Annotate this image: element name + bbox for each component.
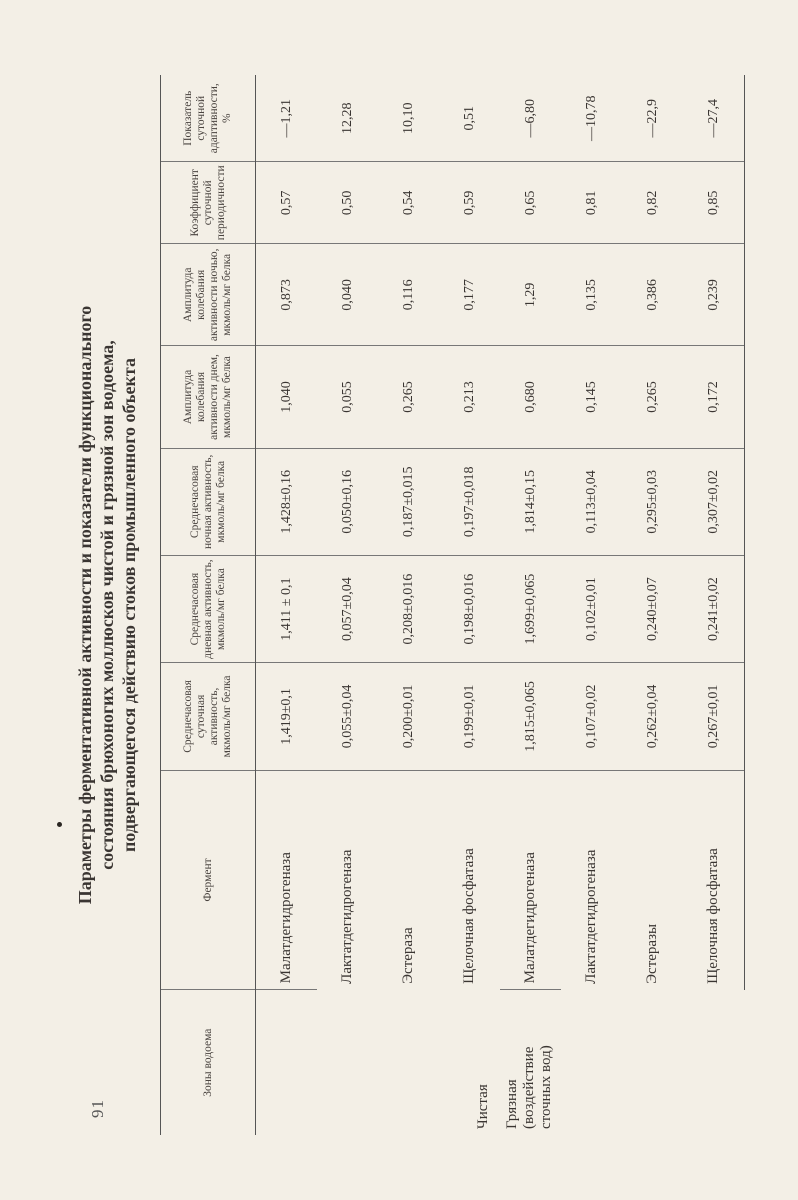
day-cell: 0,102±0,01 — [561, 555, 622, 662]
enzyme-cell: Малатдегидрогеназа — [256, 770, 318, 990]
amp-day-cell: 1,040 — [256, 346, 318, 448]
header-amplitude-night: Амплитуда колебания активности ночью, мкмоль/мг белка — [161, 244, 256, 346]
enzyme-cell: Лактатдегидрогеназа — [339, 849, 355, 984]
header-night-activity: Среднечасовая ночная активность, мкмоль/мг белка — [161, 448, 256, 555]
table-row — [317, 75, 378, 1135]
enzyme-cell: Щелочная фосфатаза — [683, 770, 745, 990]
day-cell: 1,699±0,065 — [500, 555, 561, 662]
amp-day-cell: 0,265 — [622, 346, 683, 448]
enzyme-cell: Эстеразы — [644, 923, 660, 984]
adapt-cell: —6,80 — [500, 75, 561, 162]
header-day-activity: Среднечасовая дневная активность, мкмоль/мг белка — [161, 555, 256, 662]
enzyme-cell: Эстераза — [400, 927, 416, 984]
daily-cell: 1,419±0,1 — [256, 663, 318, 770]
adapt-cell: —1,21 — [256, 75, 318, 162]
amp-night-cell: 0,177 — [439, 244, 500, 346]
daily-cell: 0,267±0,01 — [683, 663, 745, 770]
night-cell: 0,307±0,02 — [683, 448, 745, 555]
zone-polluted: Грязная (воздействие сточных вод) — [504, 1045, 554, 1129]
night-cell: 0,197±0,018 — [439, 448, 500, 555]
day-cell: 1,411 ± 0,1 — [256, 555, 318, 662]
table-header-row — [161, 75, 256, 1135]
enzyme-table — [160, 75, 745, 1135]
header-periodicity-coef: Коэффициент суточной периодичности — [161, 162, 256, 244]
adapt-cell: 0,51 — [439, 75, 500, 162]
day-cell: 0,240±0,07 — [622, 555, 683, 662]
table-row — [439, 75, 500, 1135]
enzyme-cell: Лактатдегидрогеназа — [583, 849, 599, 984]
night-cell: 1,428±0,16 — [256, 448, 318, 555]
header-daily-activity: Среднечасовая суточная активность, мкмоль/мг белка — [161, 663, 256, 770]
daily-cell: 0,055±0,04 — [317, 663, 378, 770]
amp-night-cell: 0,116 — [378, 244, 439, 346]
rotated-page-content — [60, 75, 721, 1135]
amp-day-cell: 0,172 — [683, 346, 745, 448]
enzyme-cell: Щелочная фосфатаза — [461, 848, 477, 984]
amp-day-cell: 0,145 — [561, 346, 622, 448]
amp-day-cell: 0,213 — [439, 346, 500, 448]
night-cell: 1,814±0,15 — [500, 448, 561, 555]
page-number: 91 — [88, 1099, 107, 1118]
header-amplitude-day: Амплитуда колебания активности днем, мкмоль/мг белка — [161, 346, 256, 448]
amp-night-cell: 0,040 — [317, 244, 378, 346]
coef-cell: 0,50 — [317, 162, 378, 244]
coef-cell: 0,85 — [683, 162, 745, 244]
enzyme-cell: Малатдегидрогеназа — [500, 770, 561, 990]
table-row — [256, 75, 318, 1135]
table-row — [500, 75, 561, 1135]
table-title — [60, 75, 160, 1135]
amp-night-cell: 1,29 — [500, 244, 561, 346]
table-row — [683, 75, 745, 1135]
amp-day-cell: 0,055 — [317, 346, 378, 448]
adapt-cell: —27,4 — [683, 75, 745, 162]
zone-clean: Чистая — [475, 1084, 491, 1129]
day-cell: 0,057±0,04 — [317, 555, 378, 662]
daily-cell: 0,262±0,04 — [622, 663, 683, 770]
night-cell: 0,050±0,16 — [317, 448, 378, 555]
adapt-cell: 10,10 — [378, 75, 439, 162]
amp-night-cell: 0,135 — [561, 244, 622, 346]
table-row — [561, 75, 622, 1135]
daily-cell: 0,107±0,02 — [561, 663, 622, 770]
coef-cell: 0,81 — [561, 162, 622, 244]
amp-night-cell: 0,386 — [622, 244, 683, 346]
header-enzyme: Фермент — [161, 770, 256, 990]
coef-cell: 0,54 — [378, 162, 439, 244]
coef-cell: 0,57 — [256, 162, 318, 244]
title-line: подвергающегося действию стоков промышленного объекта — [119, 358, 139, 852]
daily-cell: 1,815±0,065 — [500, 663, 561, 770]
daily-cell: 0,200±0,01 — [378, 663, 439, 770]
title-line: Параметры ферментативной активности и показатели функционального — [75, 305, 95, 905]
night-cell: 0,113±0,04 — [561, 448, 622, 555]
day-cell: 0,241±0,02 — [683, 555, 745, 662]
table-row — [622, 75, 683, 1135]
amp-night-cell: 0,239 — [683, 244, 745, 346]
night-cell: 0,295±0,03 — [622, 448, 683, 555]
table-row — [378, 75, 439, 1135]
daily-cell: 0,199±0,01 — [439, 663, 500, 770]
amp-day-cell: 0,680 — [500, 346, 561, 448]
day-cell: 0,198±0,016 — [439, 555, 500, 662]
day-cell: 0,208±0,016 — [378, 555, 439, 662]
coef-cell: 0,65 — [500, 162, 561, 244]
amp-night-cell: 0,873 — [256, 244, 318, 346]
adapt-cell: 12,28 — [317, 75, 378, 162]
title-line: состояния брюхоногих моллюсков чистой и грязной зон водоема, — [97, 340, 117, 870]
header-zone: Зоны водоема — [161, 990, 256, 1135]
adapt-cell: —10,78 — [561, 75, 622, 162]
amp-day-cell: 0,265 — [378, 346, 439, 448]
coef-cell: 0,82 — [622, 162, 683, 244]
adapt-cell: —22,9 — [622, 75, 683, 162]
coef-cell: 0,59 — [439, 162, 500, 244]
night-cell: 0,187±0,015 — [378, 448, 439, 555]
header-adaptivity: Показатель суточной адаптивности, % — [161, 75, 256, 162]
